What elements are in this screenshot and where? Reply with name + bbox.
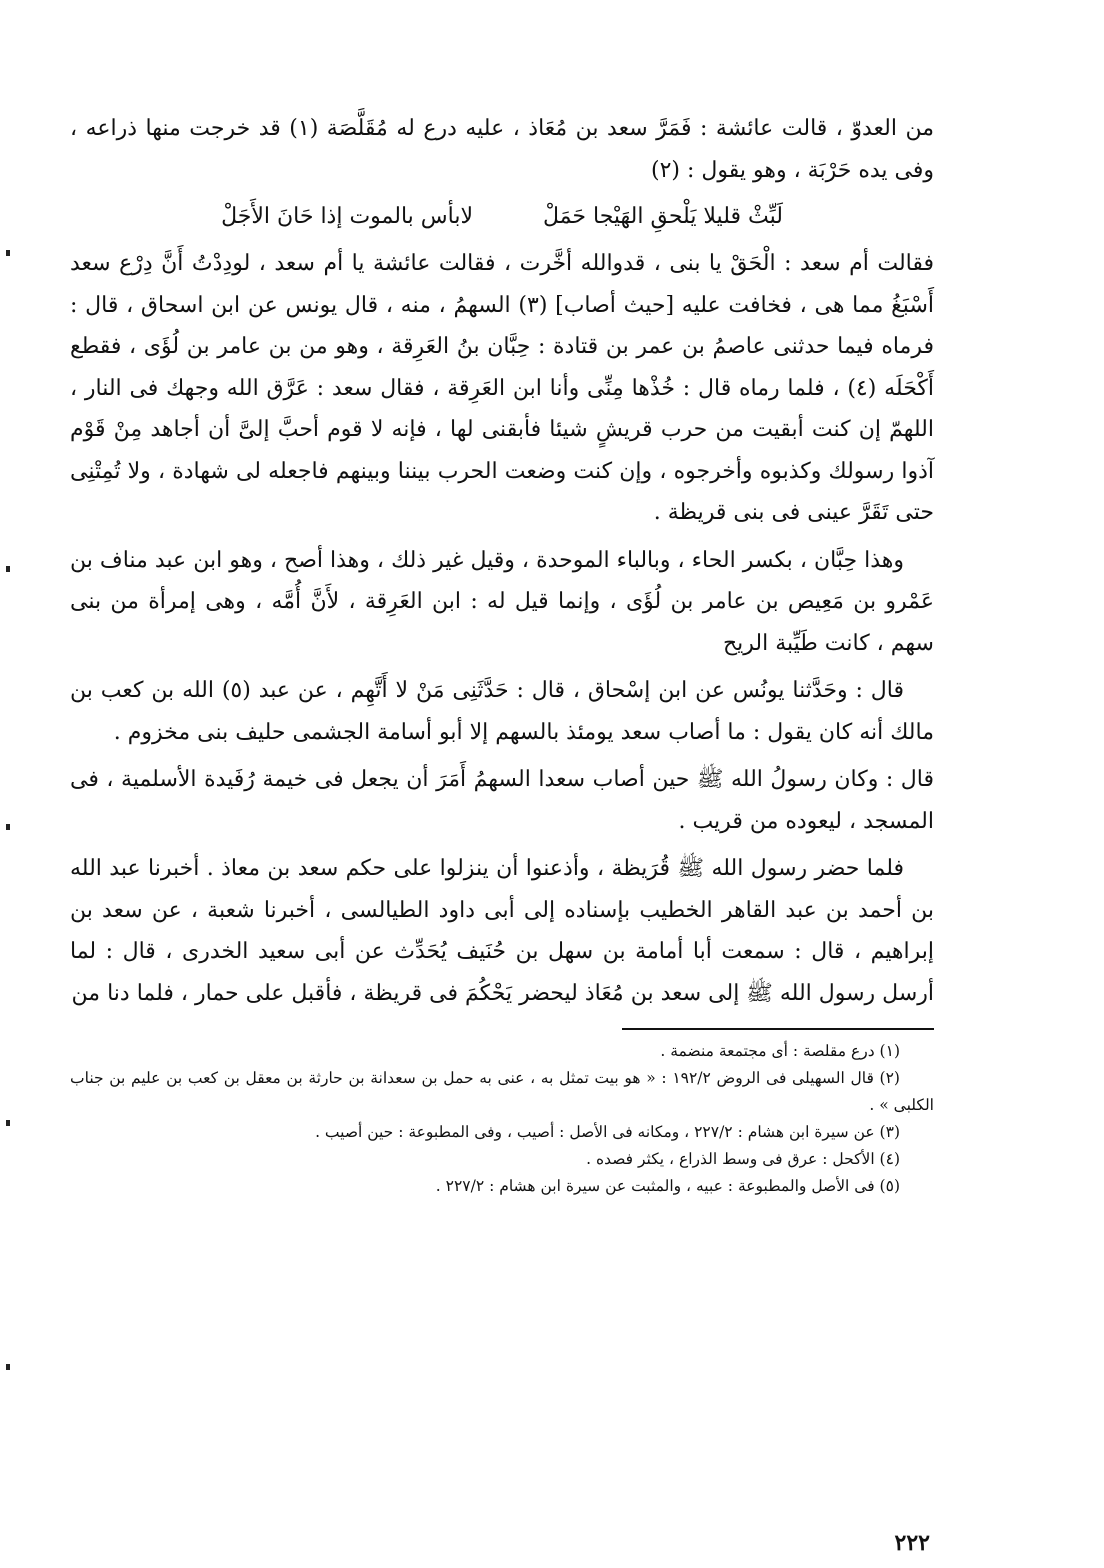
paragraph-5: قال : وكان رسولُ الله ﷺ حين أصاب سعدا السهمُ أَمَرَ أن يجعل فى خيمة رُفَيدة الأسلمية ، فى المسجد ، ليعوده من قريب . [70,767,934,834]
footnote-4: (٤) الأكحل : عرق فى وسط الذراع ، يكثر فصده . [586,1150,900,1168]
verse-first-hemistich: لَبِّثْ قليلا يَلْحقِ الهَيْجا حَمَلْ [543,204,783,229]
verse-second-hemistich: لابأس بالموت إذا حَانَ الأَجَلْ [221,204,474,229]
paragraph-4: قال : وحَدَّثنا يونُس عن ابن إسْحاق ، قال : حَدَّثَنِى مَنْ لا أَتَّهِم ، عن عبد (٥) الله بن كعب بن مالك أنه كان يقول : ما أصاب سعد يومئذ بالسهم إلا أبو أسامة الجشمى حليف بنى مخزوم . [70,678,934,745]
main-text [70,108,934,1014]
scan-margin-mark [6,1364,10,1370]
paragraph-2: فقالت أم سعد : الْحَقْ يا بنى ، قدوالله أخَّرت ، فقالت عائشة يا أم سعد ، لودِدْتُ أَنَّ دِرْع سعد أَسْبَغُ مما هى ، فخافت عليه [حيث أصاب] (٣) السهمُ ، منه ، قال يونس عن ابن اسحاق ، قال : فرماه فيما حدثنى عاصمُ بن عمر بن قتادة : حِبَّان بنُ العَرِقة ، وهو من بن عامر بن لُؤَى ، فقطع أَكْحَلَه (٤) ، فلما رماه قال : خُذْها مِنِّى وأنا ابن العَرِقة ، فقال سعد : عَرَّق الله وجهك فى النار ، اللهمّ إن كنت أبقيت من حرب قريشٍ شيئا فأبقنى لها ، فإنه لا قوم أحبَّ إلىَّ أن أجاهد مِنْ قَوْم آذوا رسولك وكذبوه وأخرجوه ، وإن كنت وضعت الحرب بيننا وبينهم فاجعله لى شهادة ، ولا تُمِتْنِى حتى تَقَرَّ عينى فى بنى قريظة . [70,251,934,525]
book-page [70,108,934,1556]
scan-margin-mark [6,250,10,256]
footnotes [70,1038,934,1200]
paragraph-3: وهذا حِبَّان ، بكسر الحاء ، وبالباء الموحدة ، وقيل غير ذلك ، وهذا أصح ، وهو ابن عبد مناف بن عَمْرو بن مَعِيص بن عامر بن لُؤَى ، وإنما قيل له : ابن العَرِقة ، لأَنَّ أُمَّه ، وهى إمرأة من بنى سهم ، كانت طَيِّبة الريح [70,547,934,656]
footnote-3: (٣) عن سيرة ابن هشام : ٢٢٧/٢ ، ومكانه فى الأصل : أصيب ، وفى المطبوعة : حين أصيب . [315,1123,900,1141]
footnote-2: (٢) قال السهيلى فى الروض ١٩٢/٢ : « هو بيت تمثل به ، عنى به حمل بن سعدانة بن حارثة بن معقل بن كعب بن عليم بن جناب الكلبى » . [70,1069,934,1114]
paragraph-1: من العدوّ ، قالت عائشة : فَمَرَّ سعد بن مُعَاذ ، عليه درع له مُقَلَّصَة (١) قد خرجت منها ذراعه ، وفى يده حَرْبَة ، وهو يقول : (٢) [70,116,934,183]
scan-margin-mark [6,1120,10,1126]
footnote-5: (٥) فى الأصل والمطبوعة : عبيه ، والمثبت عن سيرة ابن هشام : ٢٢٧/٢ . [435,1177,900,1195]
footnote-1: (١) درع مقلصة : أى مجتمعة منضمة . [660,1042,900,1060]
footnote-separator [622,1028,934,1030]
paragraph-6: فلما حضر رسول الله ﷺ قُرَيظة ، وأذعنوا أن ينزلوا على حكم سعد بن معاذ . أخبرنا عبد الله بن أحمد بن عبد القاهر الخطيب بإسناده إلى أبى داود الطيالسى ، أخبرنا شعبة ، عن سعد بن إبراهيم ، قال : سمعت أبا أمامة بن سهل بن حُنَيف يُحَدِّث عن أبى سعيد الخدرى ، قال : لما أرسل رسول الله ﷺ إلى سعد بن مُعَاذ ليحضر يَحْكُمَ فى قريظة ، فأقبل على حمار ، فلما دنا من [70,856,934,1006]
scan-margin-mark [6,566,10,572]
scan-margin-mark [6,824,10,830]
page-number: ٢٢٢ [894,1530,930,1556]
poem-verse [70,193,934,241]
